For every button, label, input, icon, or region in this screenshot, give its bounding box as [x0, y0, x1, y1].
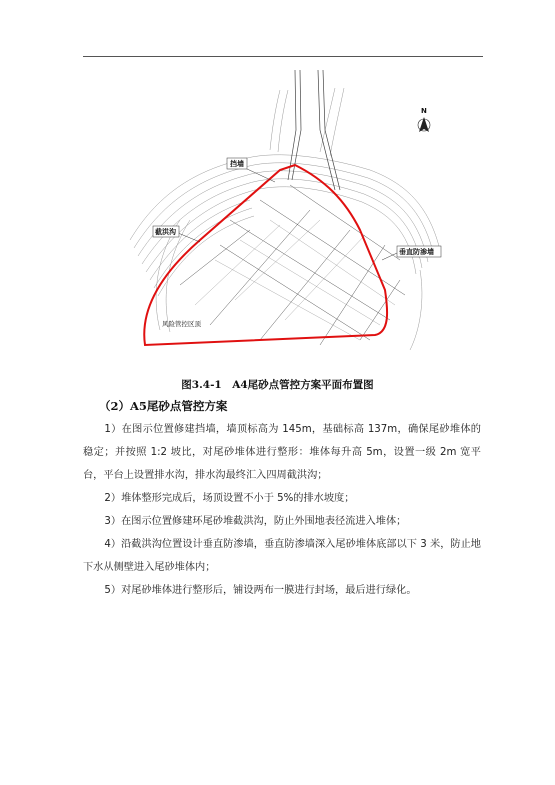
body-text — [83, 418, 481, 602]
north-arrow-icon — [418, 107, 430, 132]
site-plan-figure — [120, 70, 450, 375]
label-retaining-wall: 挡墙 — [230, 160, 244, 168]
boundary-line — [144, 165, 387, 345]
paragraph-4: 4）沿截洪沟位置设计垂直防渗墙，垂直防渗墙深入尾砂堆体底部以下 3 米，防止地下水从侧壁进入尾砂堆体内； — [83, 539, 481, 573]
paragraph-2: 2）堆体整形完成后，场顶设置不小于 5%的排水坡度； — [104, 493, 355, 504]
paragraph-3: 3）在图示位置修建环尾砂堆截洪沟，防止外围地表径流进入堆体； — [104, 516, 407, 527]
label-cutoff-wall: 垂直防渗墙 — [399, 248, 434, 256]
header-rule — [83, 56, 483, 57]
label-flood-ditch: 截洪沟 — [155, 228, 176, 236]
contour-lines — [130, 88, 440, 350]
paragraph-5: 5）对尾砂堆体进行整形后，铺设两布一膜进行封场，最后进行绿化。 — [104, 585, 417, 596]
label-risk-area: 风险管控区顶 — [162, 320, 201, 328]
svg-text:N: N — [421, 107, 427, 115]
paragraph-1: 1）在图示位置修建挡墙，墙顶标高为 145m，基础标高 137m，确保尾砂堆体的稳定；并按照 1:2 坡比，对尾砂堆体进行整形：堆体每升高 5m，设置一级 2m 宽平台，平台上设置排水沟，排水沟最终汇入四周截洪沟； — [83, 424, 481, 481]
section-heading: （2）A5尾砂点管控方案 — [99, 399, 228, 413]
figure-caption: 图3.4-1 A4尾砂点管控方案平面布置图 — [181, 379, 374, 391]
